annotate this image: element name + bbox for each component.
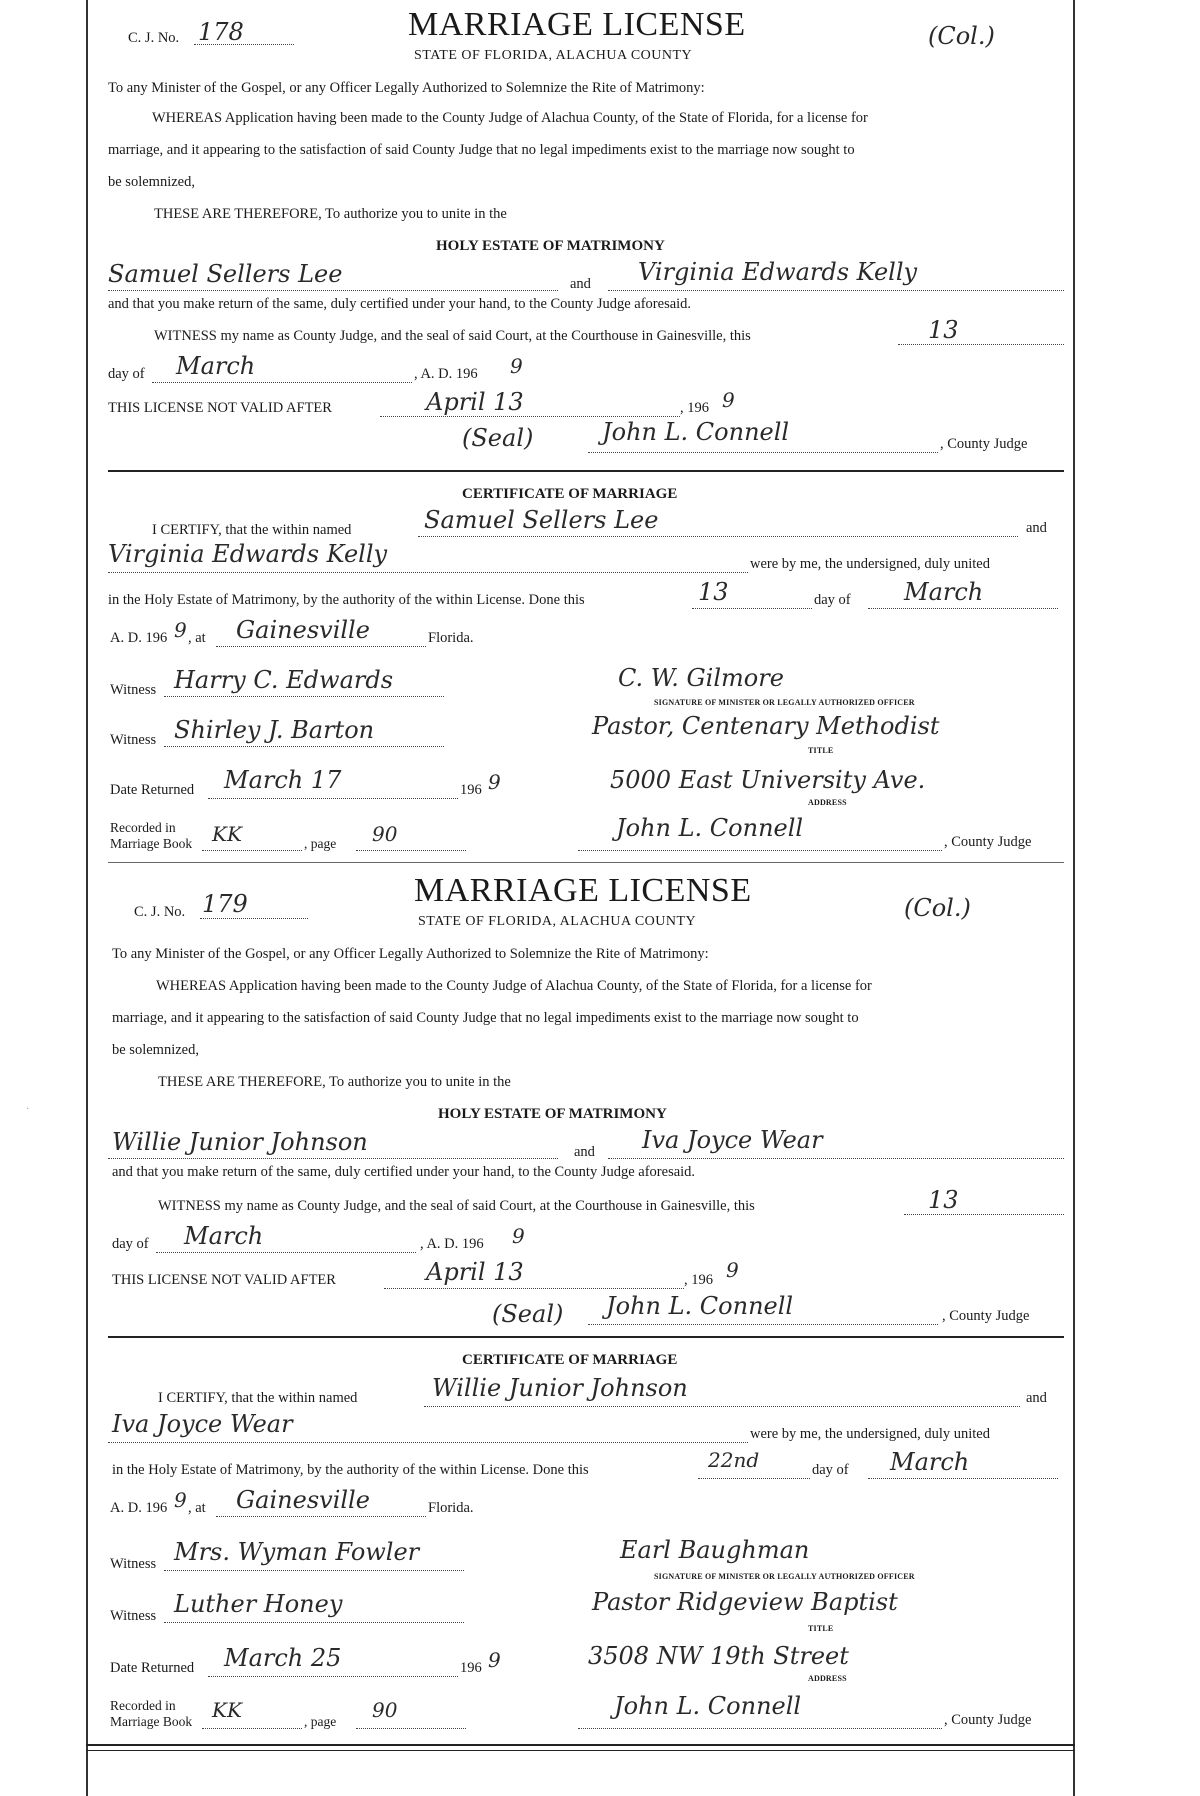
returned-year-2: 196 <box>460 1660 482 1676</box>
right-border <box>1073 0 1075 1796</box>
witness-label-4: Witness <box>110 1608 157 1624</box>
cert-bride-2: Iva Joyce Wear <box>112 1410 293 1438</box>
page-label-2: , page <box>304 1714 337 1729</box>
county-judge: , County Judge <box>940 436 1028 452</box>
not-valid-196: , 196 <box>680 400 709 416</box>
ad-line: A. D. 196 <box>110 630 168 646</box>
therefore-line: THESE ARE THEREFORE, To authorize you to unite in the <box>154 206 507 222</box>
officer-title-2: Pastor Ridgeview Baptist <box>592 1588 898 1616</box>
cert-year: 9 <box>174 618 187 642</box>
cert-title-2: CERTIFICATE OF MARRIAGE <box>462 1352 678 1368</box>
judge-signature: John L. Connell <box>602 418 790 446</box>
judge-signature-4: John L. Connell <box>614 1692 802 1720</box>
in-holy-estate: in the Holy Estate of Matrimony, by the authority of the within License. Done this <box>108 592 585 608</box>
groom-name: Samuel Sellers Lee <box>108 260 343 288</box>
returned-year-digit: 9 <box>488 770 501 794</box>
done-month: March <box>904 578 984 606</box>
bottom-border-1 <box>86 1744 1075 1746</box>
in-holy-estate-2: in the Holy Estate of Matrimony, by the authority of the within License. Done this <box>112 1462 589 1478</box>
florida-word-2: Florida. <box>428 1500 474 1516</box>
judge-signature-3: John L. Connell <box>606 1292 794 1320</box>
witness-label-2: Witness <box>110 732 157 748</box>
holy-estate-2: HOLY ESTATE OF MATRIMONY <box>438 1106 667 1122</box>
to-any-minister-2: To any Minister of the Gospel, or any Officer Legally Authorized to Solemnize the Rite of Matrimony: <box>112 946 709 962</box>
county-judge-2: , County Judge <box>944 834 1032 850</box>
officer-signature: C. W. Gilmore <box>618 664 784 692</box>
ad-196: , A. D. 196 <box>414 366 478 382</box>
cert-title: CERTIFICATE OF MARRIAGE <box>462 486 678 502</box>
cj-label-2: C. J. No. <box>134 904 186 920</box>
address-label-2: ADDRESS <box>808 1674 847 1683</box>
witness-label-3: Witness <box>110 1556 157 1572</box>
judge-signature-2: John L. Connell <box>616 814 804 842</box>
title-label-2: TITLE <box>808 1624 834 1633</box>
cert-year-2: 9 <box>174 1488 187 1512</box>
left-border <box>86 0 88 1796</box>
cj-label: C. J. No. <box>128 30 180 46</box>
year-digit-2: 9 <box>512 1224 525 1248</box>
date-returned: Date Returned <box>110 782 195 798</box>
page-label: , page <box>304 836 337 851</box>
returned-date: March 17 <box>224 766 342 794</box>
at-word: , at <box>188 630 206 646</box>
license-title: MARRIAGE LICENSE <box>408 6 746 43</box>
county-judge-4: , County Judge <box>944 1712 1032 1728</box>
state-county: STATE OF FLORIDA, ALACHUA COUNTY <box>414 48 693 63</box>
witness-text: WITNESS my name as County Judge, and the seal of said Court, at the Courthouse in Gainesville, this <box>154 328 751 344</box>
officer-signature-2: Earl Baughman <box>620 1536 810 1564</box>
seal-2: (Seal) <box>492 1300 564 1328</box>
cj-number-2: 179 <box>202 890 248 918</box>
whereas-line-1-2: WHEREAS Application having been made to the County Judge of Alachua County, of the State of Florida, for a license for <box>156 978 872 994</box>
certify-text: I CERTIFY, that the within named <box>152 522 352 538</box>
state-county-2: STATE OF FLORIDA, ALACHUA COUNTY <box>418 914 697 929</box>
month-2: March <box>184 1222 264 1250</box>
bride-name-2: Iva Joyce Wear <box>642 1126 823 1154</box>
scan-mark: · <box>26 1104 30 1115</box>
witness-label-1: Witness <box>110 682 157 698</box>
witness-2: Shirley J. Barton <box>174 716 375 744</box>
officer-address-2: 3508 NW 19th Street <box>588 1642 849 1670</box>
return-text: and that you make return of the same, duly certified under your hand, to the County Judge aforesaid. <box>108 296 692 312</box>
and-word-2: and <box>574 1144 595 1160</box>
date-returned-2: Date Returned <box>110 1660 195 1676</box>
cert-and-2: and <box>1026 1390 1047 1406</box>
whereas-line-3: be solemnized, <box>108 174 195 190</box>
officer-title: Pastor, Centenary Methodist <box>592 712 940 740</box>
certify-text-2: I CERTIFY, that the within named <box>158 1390 358 1406</box>
holy-estate: HOLY ESTATE OF MATRIMONY <box>436 238 665 254</box>
done-day-2: 22nd <box>708 1448 760 1472</box>
officer-address: 5000 East University Ave. <box>610 766 926 794</box>
license-179 <box>108 864 1064 1334</box>
recorded-in-2: Recorded in <box>110 1698 176 1713</box>
place-2: Gainesville <box>236 1486 370 1514</box>
book-letters: KK <box>212 822 242 846</box>
certificate-179 <box>108 1336 1064 1756</box>
done-day-of-2: day of <box>812 1462 849 1478</box>
certificate-178 <box>108 470 1064 862</box>
not-valid-after: THIS LICENSE NOT VALID AFTER <box>108 400 332 416</box>
sig-label-2: SIGNATURE OF MINISTER OR LEGALLY AUTHORIZED OFFICER <box>654 1572 915 1581</box>
day-of: day of <box>108 366 145 382</box>
title-label: TITLE <box>808 746 834 755</box>
groom-name-2: Willie Junior Johnson <box>112 1128 368 1156</box>
not-valid-date: April 13 <box>426 388 524 416</box>
done-day-of: day of <box>814 592 851 608</box>
done-day: 13 <box>698 578 729 606</box>
address-label: ADDRESS <box>808 798 847 807</box>
year-digit: 9 <box>510 354 523 378</box>
witness-3: Mrs. Wyman Fowler <box>174 1538 420 1566</box>
returned-year: 196 <box>460 782 482 798</box>
not-valid-date-2: April 13 <box>426 1258 524 1286</box>
witness-text-2: WITNESS my name as County Judge, and the seal of said Court, at the Courthouse in Gainesville, this <box>158 1198 755 1214</box>
whereas-line-2-2: marriage, and it appearing to the satisfaction of said County Judge that no legal impediments exist to the marriage now sought to <box>112 1010 859 1026</box>
whereas-line-2: marriage, and it appearing to the satisfaction of said County Judge that no legal impediments exist to the marriage now sought to <box>108 142 855 158</box>
col-note: (Col.) <box>928 22 995 50</box>
done-month-2: March <box>890 1448 970 1476</box>
and-word: and <box>570 276 591 292</box>
therefore-line-2: THESE ARE THEREFORE, To authorize you to unite in the <box>158 1074 511 1090</box>
witness-day-2: 13 <box>928 1186 959 1214</box>
seal: (Seal) <box>462 424 534 452</box>
cert-and: and <box>1026 520 1047 536</box>
license-title-2: MARRIAGE LICENSE <box>414 872 752 909</box>
bride-name: Virginia Edwards Kelly <box>638 258 918 286</box>
recorded-in: Recorded in <box>110 820 176 835</box>
whereas-line-3-2: be solemnized, <box>112 1042 199 1058</box>
returned-date-2: March 25 <box>224 1644 342 1672</box>
witness-1: Harry C. Edwards <box>174 666 394 694</box>
month: March <box>176 352 256 380</box>
page-number: 90 <box>372 822 398 846</box>
book-letters-2: KK <box>212 1698 242 1722</box>
return-text-2: and that you make return of the same, duly certified under your hand, to the County Judge aforesaid. <box>112 1164 696 1180</box>
cert-bride: Virginia Edwards Kelly <box>108 540 388 568</box>
not-valid-year: 9 <box>722 388 735 412</box>
whereas-line-1: WHEREAS Application having been made to the County Judge of Alachua County, of the State of Florida, for a license for <box>152 110 868 126</box>
not-valid-year-2: 9 <box>726 1258 739 1282</box>
divider-between-licenses <box>108 862 1064 863</box>
sig-label: SIGNATURE OF MINISTER OR LEGALLY AUTHORIZED OFFICER <box>654 698 915 707</box>
cj-number: 178 <box>198 18 244 46</box>
page-number-2: 90 <box>372 1698 398 1722</box>
to-any-minister: To any Minister of the Gospel, or any Officer Legally Authorized to Solemnize the Rite of Matrimony: <box>108 80 705 96</box>
were-by-me-2: were by me, the undersigned, duly united <box>750 1426 990 1442</box>
place: Gainesville <box>236 616 370 644</box>
ad-line-2: A. D. 196 <box>110 1500 168 1516</box>
at-word-2: , at <box>188 1500 206 1516</box>
witness-day: 13 <box>928 316 959 344</box>
witness-4: Luther Honey <box>174 1590 343 1618</box>
marriage-book: Marriage Book <box>110 836 193 851</box>
col-note-2: (Col.) <box>904 894 971 922</box>
florida-word: Florida. <box>428 630 474 646</box>
marriage-book-2: Marriage Book <box>110 1714 193 1729</box>
county-judge-3: , County Judge <box>942 1308 1030 1324</box>
cert-groom: Samuel Sellers Lee <box>424 506 659 534</box>
were-by-me: were by me, the undersigned, duly united <box>750 556 990 572</box>
cert-groom-2: Willie Junior Johnson <box>432 1374 688 1402</box>
ad-196-2: , A. D. 196 <box>420 1236 484 1252</box>
bottom-border-2 <box>86 1750 1075 1751</box>
day-of-2: day of <box>112 1236 149 1252</box>
not-valid-after-2: THIS LICENSE NOT VALID AFTER <box>112 1272 336 1288</box>
not-valid-196-2: , 196 <box>684 1272 713 1288</box>
returned-year-digit-2: 9 <box>488 1648 501 1672</box>
